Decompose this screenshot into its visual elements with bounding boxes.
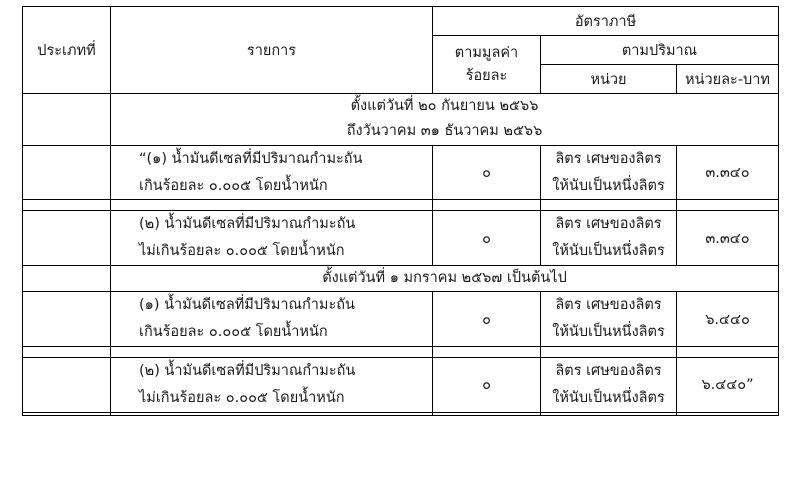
row-item-line1: (๒) น้ำมันดีเซลที่มีปริมาณกำมะถัน xyxy=(139,363,356,379)
row-unit xyxy=(541,211,677,266)
row-unit-line2: ให้นับเป็นหนึ่งลิตร xyxy=(552,243,665,260)
excise-tax-rate-table xyxy=(22,6,779,416)
row-unit-line2: ให้นับเป็นหนึ่งลิตร xyxy=(552,324,665,341)
header-unit-baht: หน่วยละ-บาท xyxy=(677,65,779,94)
row-unit xyxy=(541,358,677,413)
row-item xyxy=(111,292,433,347)
row-by-value: ๐ xyxy=(433,145,541,200)
type-no-blank xyxy=(23,266,111,292)
row-rate: ๓.๓๔๐ xyxy=(677,145,779,200)
row-by-value: ๐ xyxy=(433,358,541,413)
row-item-line1: (๒) น้ำมันดีเซลที่มีปริมาณกำมะถัน xyxy=(139,216,356,233)
header-by-value-line2: ร้อยละ xyxy=(465,67,508,84)
period-note-row-1 xyxy=(23,94,779,146)
header-tax-rate-group: อัตราภาษี xyxy=(433,7,779,36)
spacer-cell-5 xyxy=(677,200,779,211)
bottom-cell-5 xyxy=(677,412,779,415)
row-item-line2: ไม่เกินร้อยละ ๐.๐๐๕ โดยน้ำหนัก xyxy=(139,243,345,260)
row-unit-line2: ให้นับเป็นหนึ่งลิตร xyxy=(552,177,665,194)
spacer-cell-2 xyxy=(111,347,433,358)
header-by-quantity: ตามปริมาณ xyxy=(541,36,779,65)
spacer-cell-4 xyxy=(541,347,677,358)
bottom-cell-3 xyxy=(433,412,541,415)
spacer-cell-2 xyxy=(111,200,433,211)
row-item-line2: เกินร้อยละ ๐.๐๐๕ โดยน้ำหนัก xyxy=(139,177,328,194)
table-row xyxy=(23,358,779,413)
row-type-no xyxy=(23,292,111,347)
header-unit: หน่วย xyxy=(541,65,677,94)
row-type-no xyxy=(23,145,111,200)
row-item xyxy=(111,145,433,200)
row-unit-line2: ให้นับเป็นหนึ่งลิตร xyxy=(552,389,665,406)
table-header-row-1 xyxy=(23,7,779,36)
period-note-1-line2: ถึงวันวาคม ๓๑ ธันวาคม ๒๕๖๖ xyxy=(346,123,543,140)
header-by-value xyxy=(433,36,541,94)
row-spacer xyxy=(23,347,779,358)
period-note-1-line1: ตั้งแต่วันที่ ๒๐ กันยายน ๒๕๖๖ xyxy=(350,98,539,114)
spacer-cell-1 xyxy=(23,347,111,358)
row-item-line2: ไม่เกินร้อยละ ๐.๐๐๕ โดยน้ำหนัก xyxy=(139,389,345,406)
spacer-cell-3 xyxy=(433,347,541,358)
type-no-blank xyxy=(23,94,111,146)
row-rate: ๖.๔๔๐ xyxy=(677,292,779,347)
row-unit-line1: ลิตร เศษของลิตร xyxy=(555,216,662,233)
row-item xyxy=(111,211,433,266)
spacer-cell-1 xyxy=(23,200,111,211)
row-item-line2: เกินร้อยละ ๐.๐๐๕ โดยน้ำหนัก xyxy=(139,324,328,341)
row-unit xyxy=(541,292,677,347)
row-unit-line1: ลิตร เศษของลิตร xyxy=(555,150,662,167)
row-item-line1: (๑) น้ำมันดีเซลที่มีปริมาณกำมะถัน xyxy=(139,297,355,314)
row-type-no xyxy=(23,358,111,413)
bottom-cell-1 xyxy=(23,412,111,415)
table-row xyxy=(23,211,779,266)
row-spacer xyxy=(23,200,779,211)
row-unit xyxy=(541,145,677,200)
spacer-cell-4 xyxy=(541,200,677,211)
row-item xyxy=(111,358,433,413)
spacer-cell-5 xyxy=(677,347,779,358)
bottom-cell-4 xyxy=(541,412,677,415)
period-note-2-line1: ตั้งแต่วันที่ ๑ มกราคม ๒๕๖๗ เป็นต้นไป xyxy=(322,270,567,286)
period-note-row-2 xyxy=(23,266,779,292)
row-rate: ๓.๓๔๐ xyxy=(677,211,779,266)
table-row xyxy=(23,145,779,200)
table-row xyxy=(23,292,779,347)
table-bottom-edge xyxy=(23,412,779,415)
header-item: รายการ xyxy=(111,7,433,94)
period-note-2 xyxy=(111,266,779,292)
period-note-1 xyxy=(111,94,779,146)
header-by-value-line1: ตามมูลค่า xyxy=(454,45,519,62)
row-unit-line1: ลิตร เศษของลิตร xyxy=(555,363,662,379)
row-by-value: ๐ xyxy=(433,211,541,266)
row-type-no xyxy=(23,211,111,266)
spacer-cell-3 xyxy=(433,200,541,211)
row-rate: ๖.๔๔๐” xyxy=(677,358,779,413)
bottom-cell-2 xyxy=(111,412,433,415)
row-by-value: ๐ xyxy=(433,292,541,347)
row-item-line1: “(๑) น้ำมันดีเซลที่มีปริมาณกำมะถัน xyxy=(139,150,363,167)
row-unit-line1: ลิตร เศษของลิตร xyxy=(555,297,662,314)
header-type-no: ประเภทที่ xyxy=(23,7,111,94)
